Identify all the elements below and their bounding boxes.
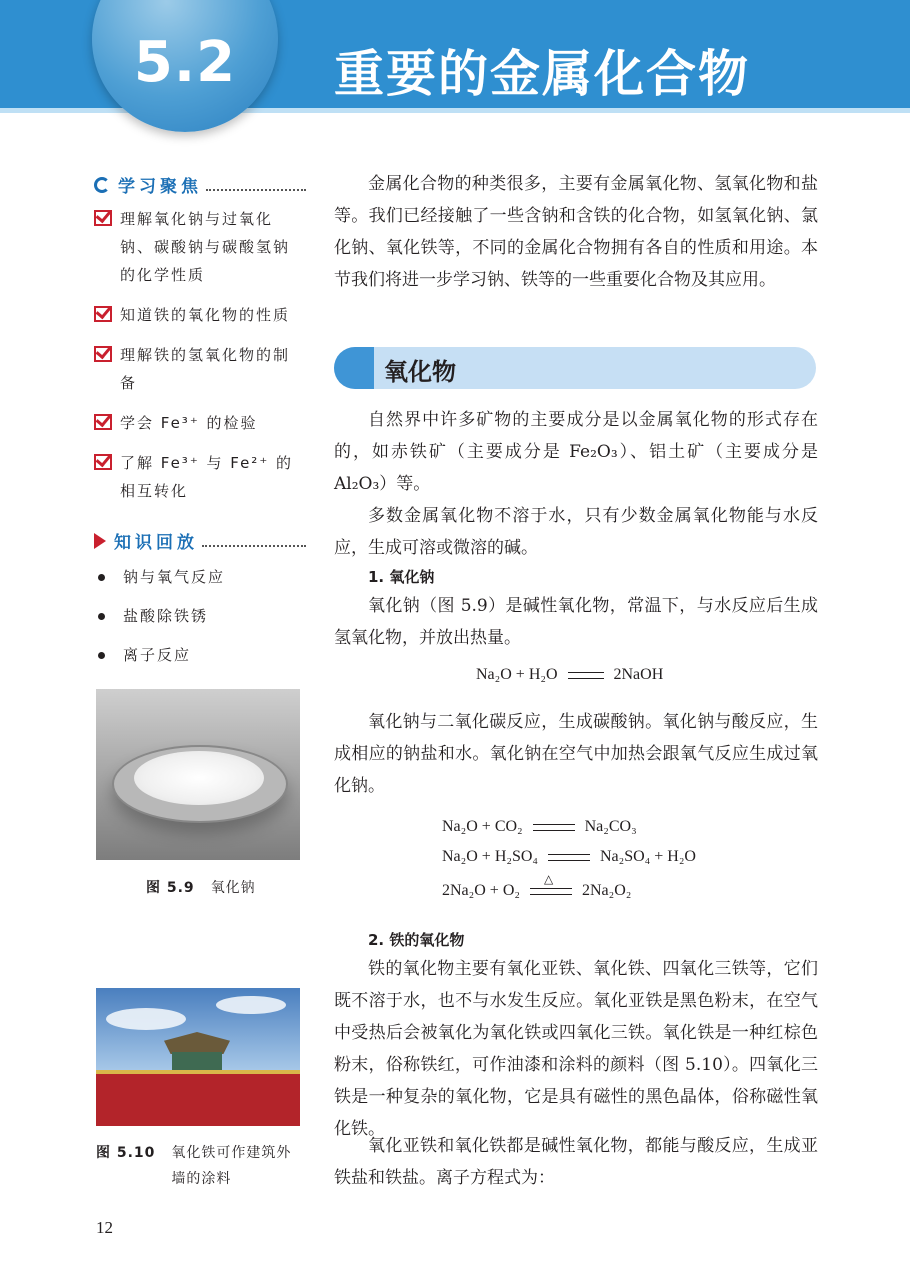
figure-label: 图 5.9 bbox=[146, 880, 195, 896]
focus-item bbox=[94, 449, 306, 505]
equation-2 bbox=[442, 818, 637, 836]
equation-left: Na₂O + H₂SO₄ bbox=[442, 848, 538, 865]
subheading-iron-oxides: 2. 铁的氧化物 bbox=[368, 931, 465, 949]
equation-right: 2Na₂O₂ bbox=[581, 882, 632, 899]
page-number: 12 bbox=[96, 1218, 113, 1237]
swirl-icon bbox=[94, 177, 110, 193]
review-item bbox=[94, 640, 306, 670]
figure-label: 图 5.10 bbox=[96, 1145, 156, 1161]
pavilion-roof bbox=[164, 1032, 230, 1054]
equation-right: 2NaOH bbox=[613, 666, 664, 683]
equals-sign bbox=[548, 854, 590, 861]
review-item-text: 钠与氧气反应 bbox=[123, 568, 226, 586]
bullet-icon bbox=[98, 574, 105, 581]
paragraph-basic-oxides: 氧化亚铁和氧化铁都是碱性氧化物，都能与酸反应，生成亚铁盐和铁盐。离子方程式为： bbox=[334, 1136, 818, 1188]
dotted-rule bbox=[202, 535, 306, 547]
checkbox-icon bbox=[94, 414, 112, 430]
red-wall bbox=[96, 1074, 300, 1126]
review-item bbox=[94, 601, 306, 631]
intro-paragraph: 金属化合物的种类很多，主要有金属氧化物、氢氧化物和盐等。我们已经接触了一些含钠和含铁的化合物，如氢氧化钠、氯化钠、氧化铁等，不同的金属化合物拥有各自的性质和用途。本节我们将进一步学习钠、铁等的一些重要化合物及其应用。 bbox=[334, 174, 818, 290]
focus-item bbox=[94, 301, 306, 329]
focus-item-text: 理解氧化钠与过氧化钠、碳酸钠与碳酸氢钠的化学性质 bbox=[120, 210, 291, 284]
paragraph-reactions: 氧化钠与二氧化碳反应，生成碳酸钠。氧化钠与酸反应，生成相应的钠盐和水。氧化钠在空气中加热会跟氧气反应生成过氧化钠。 bbox=[334, 712, 818, 796]
cloud bbox=[106, 1008, 186, 1030]
equation-left: Na₂O + H₂O bbox=[476, 666, 558, 683]
equation-3 bbox=[442, 848, 696, 866]
section-bar-accent bbox=[334, 347, 374, 389]
section-title: 氧化物 bbox=[384, 358, 456, 386]
red-wall-photo bbox=[96, 988, 300, 1126]
caption-row bbox=[96, 1140, 306, 1192]
equals-sign bbox=[530, 888, 572, 895]
equation-1 bbox=[476, 666, 663, 684]
focus-item-text: 知道铁的氧化物的性质 bbox=[120, 306, 291, 324]
section-title-bar bbox=[334, 347, 816, 389]
paragraph-solubility: 多数金属氧化物不溶于水，只有少数金属氧化物能与水反应，生成可溶或微溶的碱。 bbox=[334, 506, 818, 558]
figure-5-9-caption bbox=[146, 877, 256, 897]
heat-arrow bbox=[530, 871, 572, 895]
triangle-icon bbox=[94, 533, 106, 549]
equation-left: 2Na₂O + O₂ bbox=[442, 882, 520, 899]
equation-left: Na₂O + CO₂ bbox=[442, 818, 523, 835]
review-item bbox=[94, 562, 306, 592]
equation-4 bbox=[442, 871, 632, 900]
bullet-icon bbox=[98, 613, 105, 620]
checkbox-icon bbox=[94, 346, 112, 362]
chapter-title: 重要的金属化合物 bbox=[334, 45, 750, 103]
focus-item bbox=[94, 205, 306, 289]
subheading-sodium-oxide: 1. 氧化钠 bbox=[368, 568, 435, 586]
paragraph-minerals: 自然界中许多矿物的主要成分是以金属氧化物的形式存在的，如赤铁矿（主要成分是 Fe₂O₃）、铝土矿（主要成分是 Al₂O₃）等。 bbox=[334, 410, 818, 494]
figure-5-10-caption bbox=[96, 1140, 306, 1192]
paragraph-iron-oxides: 铁的氧化物主要有氧化亚铁、氧化铁、四氧化三铁等，它们既不溶于水，也不与水发生反应。氧化亚铁是黑色粉末，在空气中受热后会被氧化为氧化铁或四氧化三铁。氧化铁是一种红棕色粉末，俗称铁红，可作油漆和涂料的颜料（图 5.10）。四氧化三铁是一种复杂的氧化物，它是具有磁性的黑色晶体，俗称磁性氧化铁。 bbox=[334, 959, 818, 1139]
sodium-oxide-photo bbox=[96, 689, 300, 860]
equation-right: Na₂CO₃ bbox=[584, 818, 637, 835]
white-powder bbox=[134, 751, 264, 805]
learning-focus-title: 学习聚焦 bbox=[118, 177, 202, 197]
learning-focus-heading bbox=[94, 172, 306, 197]
heat-symbol: △ bbox=[543, 871, 554, 886]
dotted-rule bbox=[206, 179, 306, 191]
cloud bbox=[216, 996, 286, 1014]
paragraph-sodium-oxide: 氧化钠（图 5.9）是碱性氧化物，常温下，与水反应后生成氢氧化物，并放出热量。 bbox=[334, 596, 818, 648]
review-item-text: 离子反应 bbox=[123, 646, 192, 664]
focus-item-text: 了解 Fe³⁺ 与 Fe²⁺ 的相互转化 bbox=[120, 454, 294, 500]
focus-item-text: 理解铁的氢氧化物的制备 bbox=[120, 346, 291, 392]
focus-item bbox=[94, 341, 306, 397]
learning-focus-box bbox=[94, 172, 306, 505]
focus-item bbox=[94, 409, 306, 437]
review-item-text: 盐酸除铁锈 bbox=[123, 607, 209, 625]
bullet-icon bbox=[98, 652, 105, 659]
knowledge-review-box bbox=[94, 528, 306, 670]
equals-sign bbox=[533, 824, 575, 831]
knowledge-review-title: 知识回放 bbox=[114, 533, 198, 553]
checkbox-icon bbox=[94, 454, 112, 470]
checkbox-icon bbox=[94, 210, 112, 226]
focus-item-text: 学会 Fe³⁺ 的检验 bbox=[120, 414, 258, 432]
knowledge-review-heading bbox=[94, 528, 306, 553]
chapter-number: 5.2 bbox=[133, 30, 237, 95]
equation-right: Na₂SO₄ + H₂O bbox=[599, 848, 696, 865]
figure-caption-text: 氧化钠 bbox=[210, 880, 256, 896]
checkbox-icon bbox=[94, 306, 112, 322]
equals-sign bbox=[568, 672, 604, 679]
figure-caption-text: 氧化铁可作建筑外墙的涂料 bbox=[171, 1145, 292, 1187]
